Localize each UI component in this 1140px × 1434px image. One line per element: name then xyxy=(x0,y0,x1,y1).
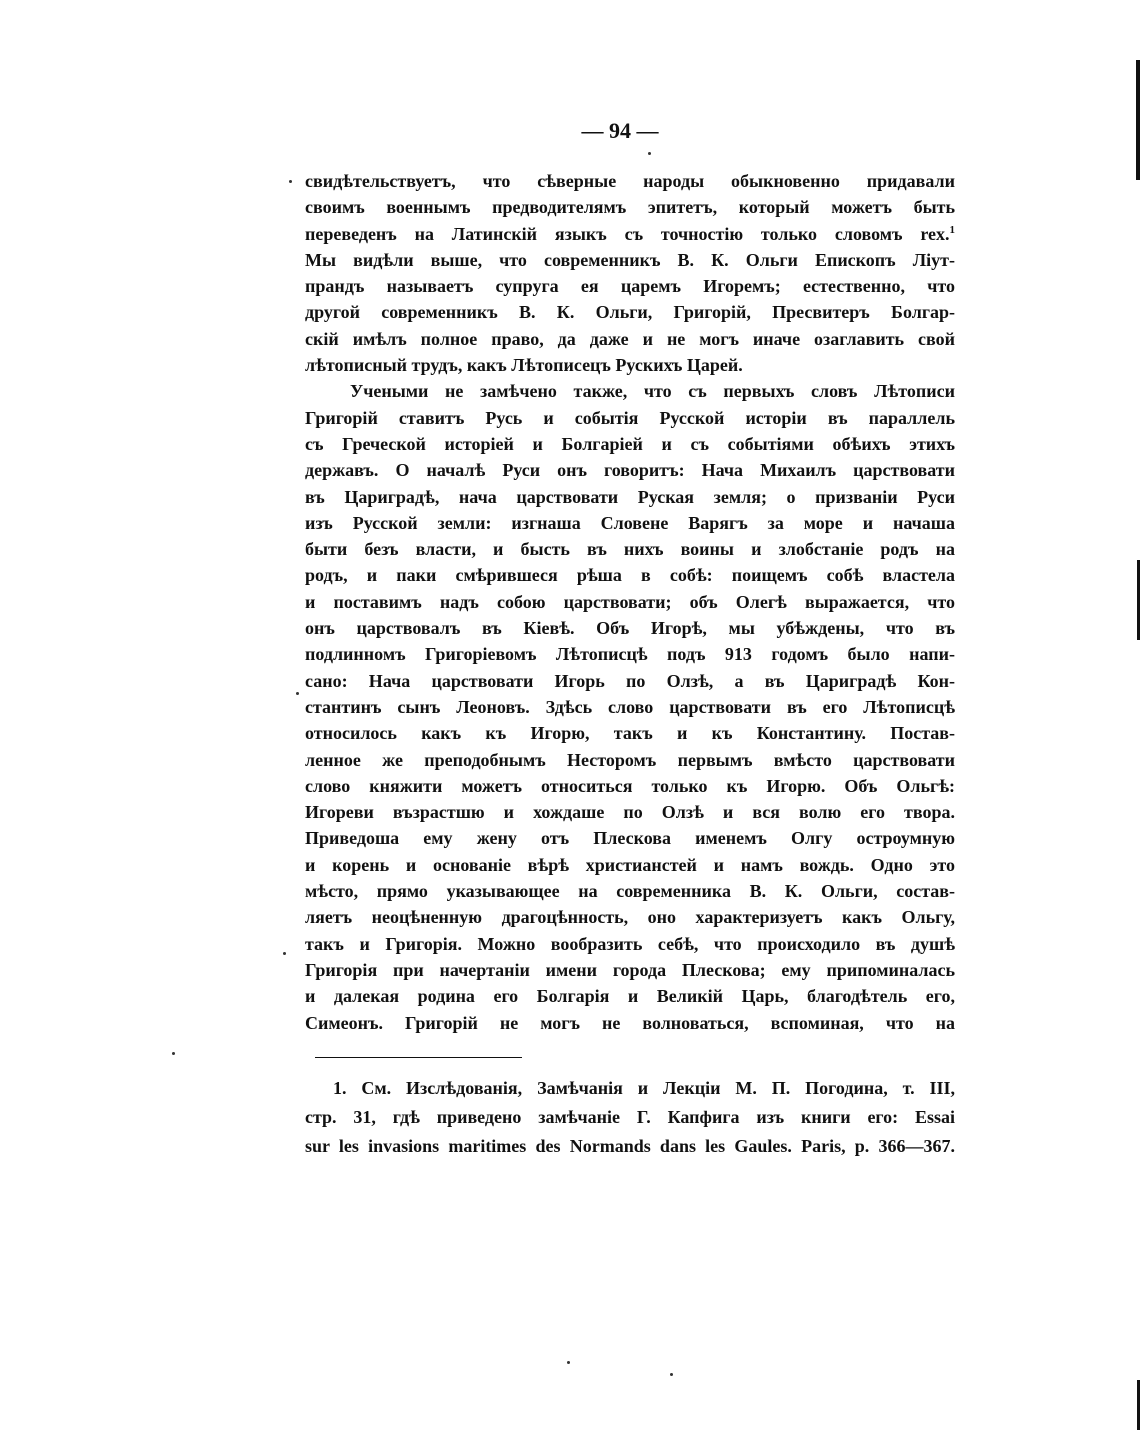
page-edge-shadow xyxy=(1136,60,1140,180)
text-line: слово княжити можетъ относиться только къ Игорю. Объ Ольгѣ: xyxy=(305,775,955,796)
scan-speck xyxy=(567,1361,570,1364)
text-line: и поставимъ надъ собою царствовати; объ Олегѣ выражается, что xyxy=(305,591,955,612)
text-line: мѣсто, прямо указывающее на современника В. К. Ольги, состав- xyxy=(305,881,955,902)
footnote-divider xyxy=(315,1057,522,1058)
footnote-line: 1. См. Изслѣдованія, Замѣчанія и Лекціи М. П. Погодина, т. III, xyxy=(333,1078,955,1098)
text-line: Приведоша ему жену отъ Плескова именемъ Олгу остроумную xyxy=(305,828,955,849)
text-line: переведенъ на Латинскій языкъ съ точностію только словомъ rex. xyxy=(305,223,950,244)
footnote-marker: 1 xyxy=(949,223,955,236)
text-line: другой современникъ В. К. Ольги, Григорій, Пресвитеръ Болгар- xyxy=(305,302,955,323)
text-line: быти безъ власти, и бысть въ нихъ воины и злобстаніе родъ на xyxy=(305,539,955,560)
text-line: и далекая родина его Болгарія и Великій Царь, благодѣтель его, xyxy=(305,986,955,1007)
text-line: относилось какъ къ Игорю, такъ и къ Константину. Постав- xyxy=(305,723,955,744)
text-line: Григорій ставитъ Русь и событія Русской исторіи въ параллель xyxy=(305,407,955,428)
scan-speck xyxy=(289,180,292,183)
text-line: изъ Русской земли: изгнаша Словене Варягъ за море и начаша xyxy=(305,512,955,533)
scan-speck xyxy=(670,1373,673,1376)
text-line: и корень и основаніе вѣрѣ христианстей и намъ вождь. Одно это xyxy=(305,854,955,875)
text-line: съ Греческой исторіей и Болгаріей и съ событіями обѣихъ этихъ xyxy=(305,433,955,454)
scan-speck xyxy=(283,952,286,955)
text-line: своимъ военнымъ предводителямъ эпитетъ, который можетъ быть xyxy=(305,197,955,218)
text-line: родъ, и паки смѣрившеся рѣша в собѣ: поищемъ собѣ властела xyxy=(305,565,955,586)
text-line: сано: Нача царствовати Игорь по Олзѣ, а въ Цариградѣ Кон- xyxy=(305,670,955,691)
main-text xyxy=(305,168,955,1036)
text-line: Игореви възрастшю и хождаше по Олзѣ и вся волю его твора. xyxy=(305,802,955,823)
text-line: стантинъ сынъ Леоновъ. Здѣсь слово царствовати въ его Лѣтописцѣ xyxy=(305,696,955,717)
text-line-with-footnote xyxy=(305,221,955,247)
scan-speck xyxy=(296,692,299,695)
text-line: онъ царствовалъ въ Кіевѣ. Объ Игорѣ, мы убѣждены, что въ xyxy=(305,618,955,639)
text-line: такъ и Григорія. Можно вообразить себѣ, что происходило въ душѣ xyxy=(305,933,955,954)
text-line: прандъ называетъ супруга ея царемъ Игоремъ; естественно, что xyxy=(305,276,955,297)
text-line: державъ. О началѣ Руси онъ говоритъ: Нача Михаилъ царствовати xyxy=(305,460,955,481)
page-number: — 94 — xyxy=(581,118,659,143)
footnote-line: стр. 31, гдѣ приведено замѣчаніе Г. Капфига изъ книги его: Essai xyxy=(305,1107,955,1127)
text-line: ляетъ неоцѣненную драгоцѣнность, оно характеризуетъ какъ Ольгу, xyxy=(305,907,955,928)
text-line: въ Цариградѣ, нача царствовати Руская земля; о призваніи Руси xyxy=(305,486,955,507)
text-line: лѣтописный трудъ, какъ Лѣтописецъ Рускихъ Царей. xyxy=(305,355,743,376)
text-line: ленное же преподобнымъ Несторомъ первымъ вмѣсто царствовати xyxy=(305,749,955,770)
text-line: подлинномъ Григоріевомъ Лѣтописцѣ подъ 913 годомъ было напи- xyxy=(305,644,955,665)
footnote-line: sur les invasions maritimes des Normands dans les Gaules. Paris, p. 366—367. xyxy=(305,1136,955,1156)
text-line: Симеонъ. Григорій не могъ не волноваться, вспоминая, что на xyxy=(305,1012,955,1033)
text-line: Григорія при начертаніи имени города Плескова; ему припоминалась xyxy=(305,959,955,980)
text-line: свидѣтельствуетъ, что сѣверные народы обыкновенно придавали xyxy=(305,171,955,191)
text-line: Мы видѣли выше, что современникъ В. К. Ольги Епископъ Ліут- xyxy=(305,249,955,270)
scan-speck xyxy=(172,1052,175,1055)
text-line: скій имѣлъ полное право, да даже и не могъ иначе озаглавить свой xyxy=(305,328,955,349)
scan-speck xyxy=(648,152,651,155)
text-line: Учеными не замѣчено также, что съ первыхъ словъ Лѣтописи xyxy=(350,381,955,402)
footnotes xyxy=(305,1074,955,1161)
